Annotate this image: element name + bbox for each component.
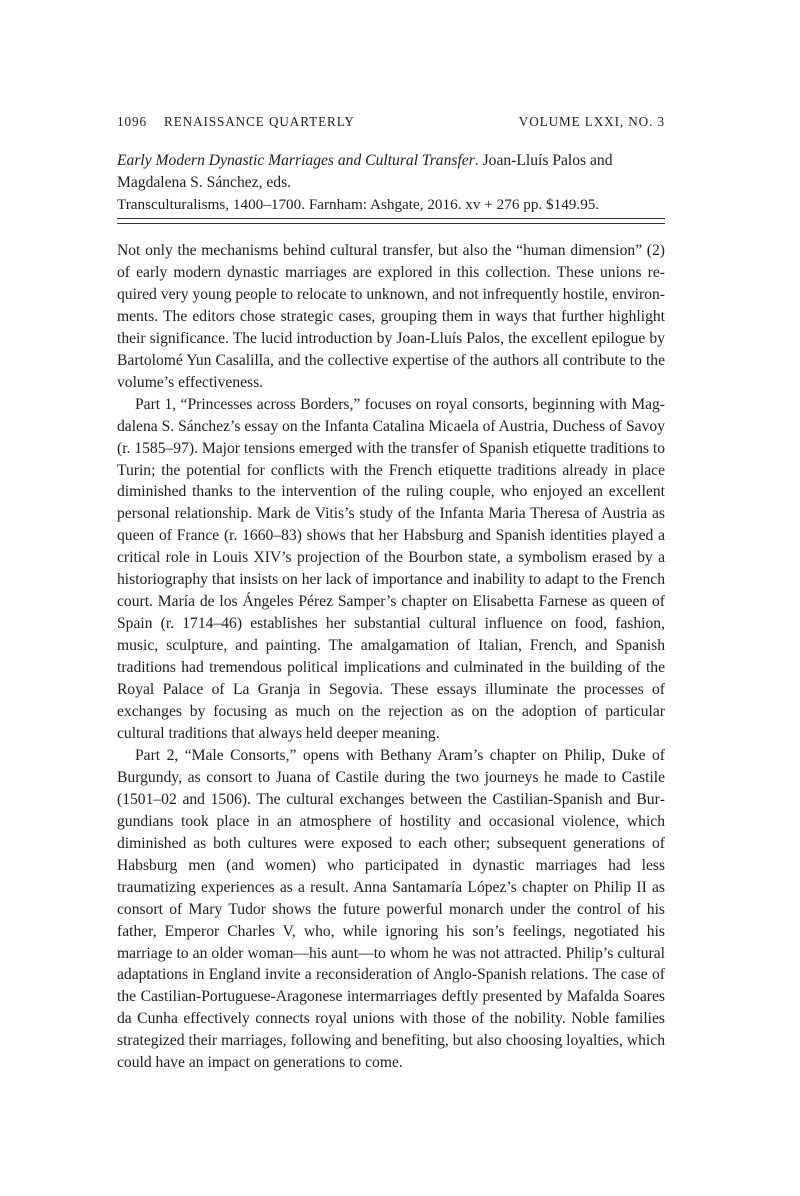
- body-paragraph: Part 2, “Male Consorts,” opens with Bethany Aram’s chapter on Philip, Duke of Burgundy, as consort to Juana of Castile during the two journeys he made to Castile (1501–02 and 1506). The cultural exchanges between the Castilian-Spanish and Burgundians took place in an atmosphere of hostility and occasional violence, which diminished as both cultures were exposed to each other; subsequent generations of Habsburg men (and women) who participated in dynastic marriages had less traumatizing experiences as a result. Anna Santamaría López’s chapter on Philip II as consort of Mary Tudor shows the future powerful monarch under the control of his father, Emperor Charles V, who, while ignoring his son’s feelings, negotiated his marriage to an older woman—his aunt—to whom he was not attracted. Philip’s cultural adaptations in England invite a reconsideration of Anglo-Spanish relations. The case of the Castilian-Portuguese-Aragonese intermarriages deftly presented by Mafalda Soares da Cunha effectively connects royal unions with those of the nobility. Noble families strategized their marriages, following and benefiting, but also choosing loyalties, which could have an impact on generations to come.: [117, 746, 665, 1072]
- body-paragraph: Not only the mechanisms behind cultural transfer, but also the “human dimension” (2) of early modern dynastic marriages are explored in this collection. These unions required very young people to relocate to unknown, and not infrequently hostile, environments. The editors chose strategic cases, grouping them in ways that further highlight their significance. The lucid introduction by Joan-Lluís Palos, the excellent epilogue by Bartolomé Yun Casalilla, and the collective expertise of the authors all contribute to the volume’s effectiveness.: [117, 242, 665, 391]
- heading-double-rule: [117, 218, 665, 224]
- running-head: [117, 113, 665, 131]
- review-body: [117, 240, 665, 1074]
- book-title: Early Modern Dynastic Marriages and Cultural Transfer: [117, 152, 475, 169]
- volume-issue: VOLUME LXXI, NO. 3: [518, 114, 665, 129]
- review-heading: [117, 150, 665, 216]
- book-editors: . Joan-Lluís Palos and Magdalena S. Sánchez, eds.: [117, 152, 613, 191]
- page-number: 1096: [117, 114, 147, 129]
- journal-name: RENAISSANCE QUARTERLY: [164, 114, 355, 129]
- body-paragraph: Part 1, “Princesses across Borders,” focuses on royal consorts, beginning with Magdalena S. Sánchez’s essay on the Infanta Catalina Micaela of Austria, Duchess of Savoy (r. 1585–97). Major tensions emerged with the transfer of Spanish etiquette traditions to Turin; the potential for conflicts with the French etiquette traditions already in place diminished thanks to the intervention of the ruling couple, who enjoyed an excellent personal relationship. Mark de Vitis’s study of the Infanta Maria Theresa of Austria as queen of France (r. 1660–83) shows that her Habsburg and Spanish identities played a critical role in Louis XIV’s projection of the Bourbon state, a symbolism erased by a historiography that insists on her lack of importance and inability to adapt to the French court. María de los Ángeles Pérez Samper’s chapter on Elisabetta Farnese as queen of Spain (r. 1714–46) establishes her substantial cultural influence on food, fashion, music, sculpture, and painting. The amalgamation of Italian, French, and Spanish traditions had tremendous political implications and culminated in the building of the Royal Palace of La Granja in Segovia. These essays illuminate the processes of exchanges by focusing as much on the rejection as on the adoption of particular cultural traditions that always held deeper meaning.: [117, 395, 665, 742]
- publication-details: Transculturalisms, 1400–1700. Farnham: Ashgate, 2016. xv + 276 pp. $149.95.: [117, 196, 600, 213]
